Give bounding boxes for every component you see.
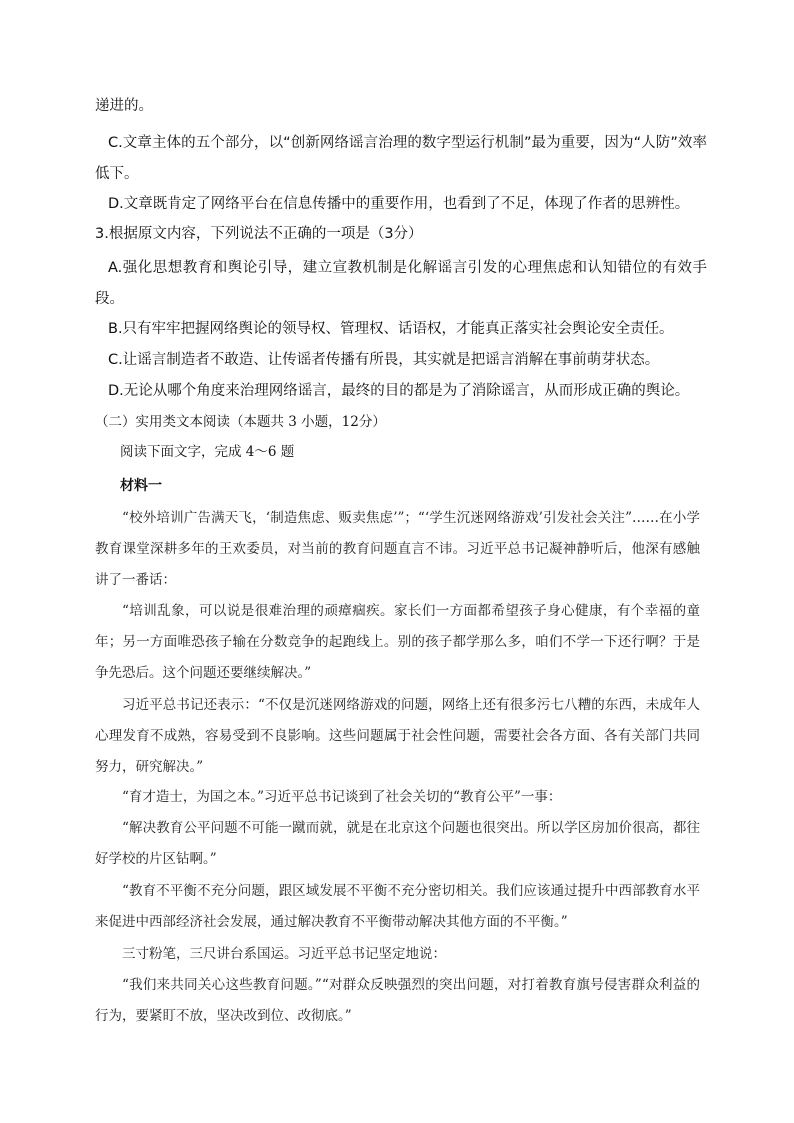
section-title: （二）实用类文本阅读（本题共 3 小题，12分） [95,414,386,430]
paragraph-7: 三寸粉笔，三尺讲台系国运。习近平总书记坚定地说： [122,946,446,962]
q2-option-d: D.文章既肯定了网络平台在信息传播中的重要作用，也看到了不足，体现了作者的思辨性。 [108,196,690,212]
q3-option-b: B.只有牢牢把握网络舆论的领导权、管理权、话语权，才能真正落实社会舆论安全责任。 [108,321,674,337]
material-title: 材料一 [120,478,162,494]
paragraph-8: “我们来共同关心这些教育问题。”“对群众反映强烈的突出问题，对打着教育旗号侵害群众利益的行为，要紧盯不放，坚决改到位、改彻底。” [95,977,700,1024]
paragraph-2: “培训乱象，可以说是很难治理的顽瘴痼疾。家长们一方面都希望孩子身心健康，有个幸福的童年；另一方面唯恐孩子输在分数竞争的起跑线上。别的孩子都学那么多，咱们不学一下还行啊？于是争先恐后。这个问题还要继续解决。” [95,603,700,681]
paragraph-5: “解决教育公平问题不可能一蹴而就，就是在北京这个问题也很突出。所以学区房加价很高，都往好学校的片区钻啊。” [95,820,700,867]
q2-tail-text: 递进的。 [95,98,153,114]
instruction-text: 阅读下面文字，完成 4～6 题 [120,444,295,460]
q3-option-a: A.强化思想教育和舆论引导，建立宣教机制是化解谣言引发的心理焦虑和认知错位的有效手段。 [95,260,707,307]
q2-option-c: C.文章主体的五个部分，以“创新网络谣言治理的数字型运行机制”最为重要，因为“人防”效率低下。 [95,135,707,182]
paragraph-3: 习近平总书记还表示：“不仅是沉迷网络游戏的问题，网络上还有很多污七八糟的东西，未成年人心理发育不成熟，容易受到不良影响。这些问题属于社会性问题，需要社会各方面、各有关部门共同努力，研究解决。” [95,697,700,775]
paragraph-4: “育才造士，为国之本。”习近平总书记谈到了社会关切的“教育公平”一事： [122,789,562,805]
q3-stem: 3.根据原文内容，下列说法不正确的一项是（3分） [95,226,423,242]
q3-option-d: D.无论从哪个角度来治理网络谣言，最终的目的都是为了消除谣言，从而形成正确的舆论。 [108,383,690,399]
paragraph-6: “教育不平衡不充分问题，跟区域发展不平衡不充分密切相关。我们应该通过提升中西部教育水平来促进中西部经济社会发展，通过解决教育不平衡带动解决其他方面的不平衡。” [95,883,700,930]
q3-option-c: C.让谣言制造者不敢造、让传谣者传播有所畏，其实就是把谣言消解在事前萌芽状态。 [108,352,660,368]
paragraph-1: “校外培训广告满天飞，‘制造焦虑、贩卖焦虑’”；“‘学生沉迷网络游戏’引发社会关注”……在小学教育课堂深耕多年的王欢委员，对当前的教育问题直言不讳。习近平总书记凝神静听后，他深有感触讲了一番话： [95,510,700,588]
